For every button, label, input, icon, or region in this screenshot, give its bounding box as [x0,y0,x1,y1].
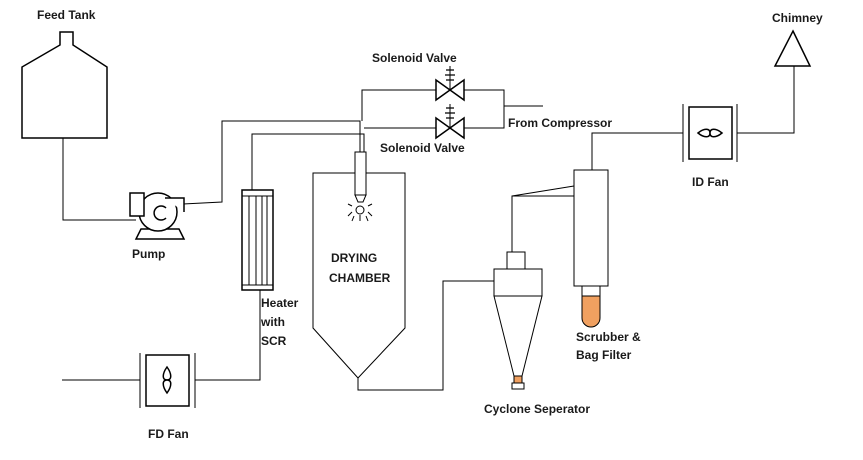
drying-chamber [313,152,405,378]
scrubber-body [574,170,608,286]
valve-bottom-right-triangle [450,118,464,138]
cyclone-outlet-pipe [507,252,525,269]
id-fan-label: ID Fan [692,175,729,189]
pipe-fan-to-heater [195,290,260,380]
pipe-scrubber-to-idfan [592,133,683,170]
valve-top-left-triangle [436,80,450,100]
scrubber-label-line1: Scrubber & [576,330,641,344]
id-fan [683,104,737,189]
valve-top-label: Solenoid Valve [372,51,457,65]
feed-tank-shape [22,32,107,138]
pump [130,193,184,261]
valve-bottom-left-triangle [436,118,450,138]
pipe-bottom-valve-right [464,106,504,128]
atomizer-nozzle [355,152,366,195]
solenoid-valve-bottom [380,104,465,155]
chimney-label: Chimney [772,11,823,25]
heater-label-line3: SCR [261,334,287,348]
cyclone-cone [494,296,542,376]
pump-label: Pump [132,247,166,261]
pipe-tank-to-pump [63,138,136,220]
spray-nozzle-icon [356,206,364,214]
fd-fan [140,353,195,441]
cyclone-top-cylinder [494,269,542,296]
pipe-top-valve-right [464,90,543,106]
feed-tank [22,8,107,138]
heater-label-line2: with [261,315,285,329]
scrubber-bag-filter [574,170,641,362]
bag-filter-cap [582,286,600,296]
chimney [772,11,823,66]
heater [242,190,299,348]
feed-tank-label: Feed Tank [37,8,96,22]
pipe-lines [62,66,794,390]
pipe-idfan-to-chimney [737,66,794,133]
valve-bottom-label: Solenoid Valve [380,141,465,155]
drying-chamber-label-line1: DRYING [331,251,378,265]
chimney-shape [775,31,810,66]
cyclone-collector-cap [512,383,524,389]
from-compressor-label: From Compressor [508,116,613,130]
heater-label-line1: Heater [261,296,299,310]
pump-inlet [130,193,144,216]
heater-body [242,190,273,290]
scrubber-label-line2: Bag Filter [576,348,632,362]
pipe-cyclone-to-scrubber [512,188,574,252]
cyclone-label: Cyclone Seperator [484,402,591,416]
solenoid-valve-top [372,51,464,100]
valve-top-right-triangle [450,80,464,100]
pipe-cyclone-to-scrubber-diag [512,186,574,196]
pipe-top-valve-left [362,90,436,121]
fd-fan-label: FD Fan [148,427,189,441]
drying-chamber-label-line2: CHAMBER [329,271,391,285]
